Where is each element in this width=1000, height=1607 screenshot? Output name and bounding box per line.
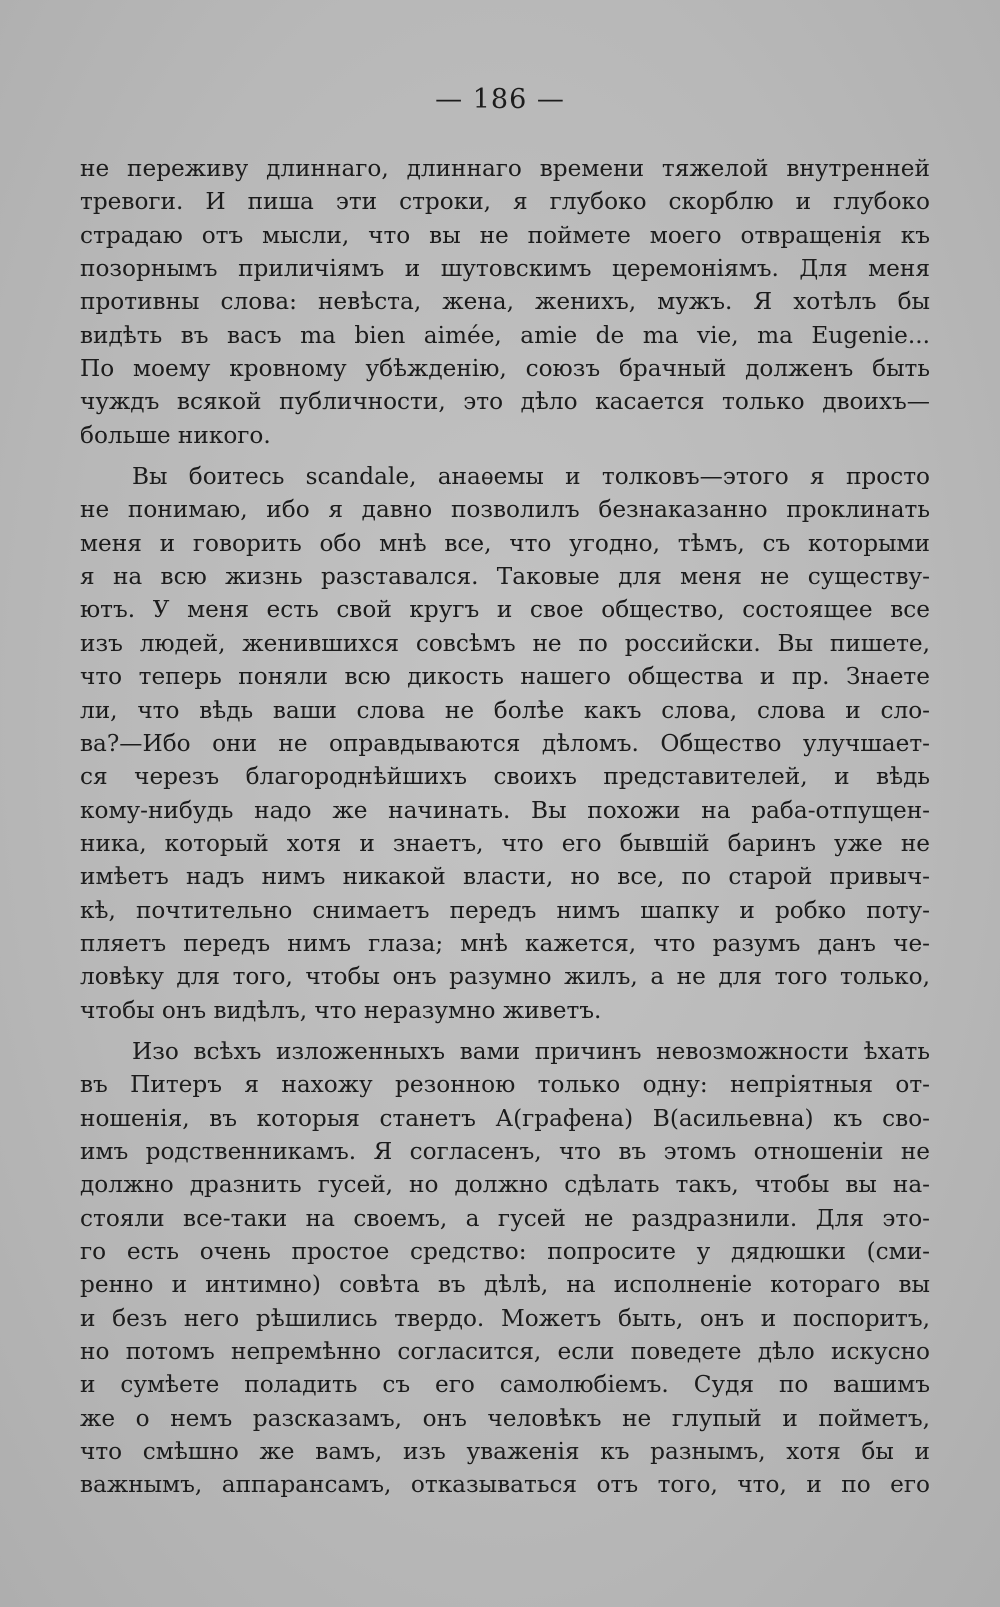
text-line: кѣ, почтительно снимаетъ передъ нимъ шапку и робко поту- <box>80 896 930 924</box>
text-line: видѣть въ васъ ma bien aimée, amie de ma vie, ma Eugenie... <box>80 321 930 349</box>
text-line: пляетъ передъ нимъ глаза; мнѣ кажется, что разумъ данъ че- <box>80 929 930 957</box>
text-line: больше никого. <box>80 421 271 449</box>
body-text <box>80 152 930 1502</box>
text-line: не понимаю, ибо я давно позволилъ безнаказанно проклинать <box>80 496 930 524</box>
text-line: По моему кровному убѣжденію, союзъ брачный долженъ быть <box>80 355 930 383</box>
page-number: — 186 — <box>435 84 565 115</box>
text-line: но потомъ непремѣнно согласится, если поведете дѣло искусно <box>80 1338 930 1366</box>
paragraph <box>80 152 930 452</box>
text-line: имѣетъ надъ нимъ никакой власти, но все, по старой привыч- <box>80 863 930 891</box>
text-line: стояли все-таки на своемъ, а гусей не раздразнили. Для это- <box>80 1204 930 1232</box>
text-line: имъ родственникамъ. Я согласенъ, что въ этомъ отношеніи не <box>80 1137 930 1165</box>
text-line: противны слова: невѣста, жена, женихъ, мужъ. Я хотѣлъ бы <box>80 288 930 316</box>
text-line: чуждъ всякой публичности, это дѣло касается только двоихъ— <box>80 388 930 416</box>
text-line: ва?—Ибо они не оправдываются дѣломъ. Общество улучшает- <box>80 729 930 757</box>
text-line: ловѣку для того, чтобы онъ разумно жилъ, а не для того только, <box>80 963 930 991</box>
text-line: ношенія, въ которыя станетъ А(графена) В(асильевна) къ сво- <box>80 1104 930 1132</box>
text-line: что теперь поняли всю дикость нашего общества и пр. Знаете <box>80 663 930 691</box>
text-line: Изо всѣхъ изложенныхъ вами причинъ невозможности ѣхать <box>132 1037 930 1065</box>
text-line: кому-нибудь надо же начинать. Вы похожи на раба-отпущен- <box>80 796 930 824</box>
text-line: ли, что вѣдь ваши слова не болѣе какъ слова, слова и сло- <box>80 696 930 724</box>
text-line: ренно и интимно) совѣта въ дѣлѣ, на исполненіе котораго вы <box>80 1271 930 1299</box>
text-line: чтобы онъ видѣлъ, что неразумно живетъ. <box>80 996 602 1024</box>
text-line: ся черезъ благороднѣйшихъ своихъ представителей, и вѣдь <box>80 763 930 791</box>
text-line: я на всю жизнь разставался. Таковые для меня не существу- <box>80 563 930 591</box>
text-line: ника, который хотя и знаетъ, что его бывшій баринъ уже не <box>80 829 930 857</box>
text-line: го есть очень простое средство: попросите у дядюшки (сми- <box>80 1238 930 1265</box>
text-line: важнымъ, аппарансамъ, отказываться отъ того, что, и по его <box>80 1471 930 1499</box>
text-line: страдаю отъ мысли, что вы не поймете моего отвращенія къ <box>80 221 930 249</box>
text-line: въ Питеръ я нахожу резонною только одну: непріятныя от- <box>80 1071 930 1099</box>
text-line: ютъ. У меня есть свой кругъ и свое общество, состоящее все <box>80 596 930 624</box>
text-line: Вы боитесь scandale, анаѳемы и толковъ—этого я просто <box>132 463 930 491</box>
text-line: и сумѣете поладить съ его самолюбіемъ. Судя по вашимъ <box>80 1371 930 1399</box>
text-line: изъ людей, женившихся совсѣмъ не по российски. Вы пишете, <box>80 629 930 657</box>
text-line: же о немъ разсказамъ, онъ человѣкъ не глупый и пойметъ, <box>80 1404 930 1432</box>
text-line: должно дразнить гусей, но должно сдѣлать такъ, чтобы вы на- <box>80 1171 930 1199</box>
paragraph <box>80 460 930 1027</box>
text-line: позорнымъ приличіямъ и шутовскимъ церемоніямъ. Для меня <box>80 255 930 283</box>
text-line: и безъ него рѣшились твердо. Можетъ быть, онъ и поспоритъ, <box>80 1304 930 1332</box>
text-line: меня и говорить обо мнѣ все, что угодно, тѣмъ, съ которыми <box>80 529 930 557</box>
text-line: что смѣшно же вамъ, изъ уваженія къ разнымъ, хотя бы и <box>80 1438 930 1466</box>
text-line: не переживу длиннаго, длиннаго времени тяжелой внутренней <box>80 155 930 182</box>
paragraph <box>80 1035 930 1502</box>
text-line: тревоги. И пиша эти строки, я глубоко скорблю и глубоко <box>80 188 930 216</box>
